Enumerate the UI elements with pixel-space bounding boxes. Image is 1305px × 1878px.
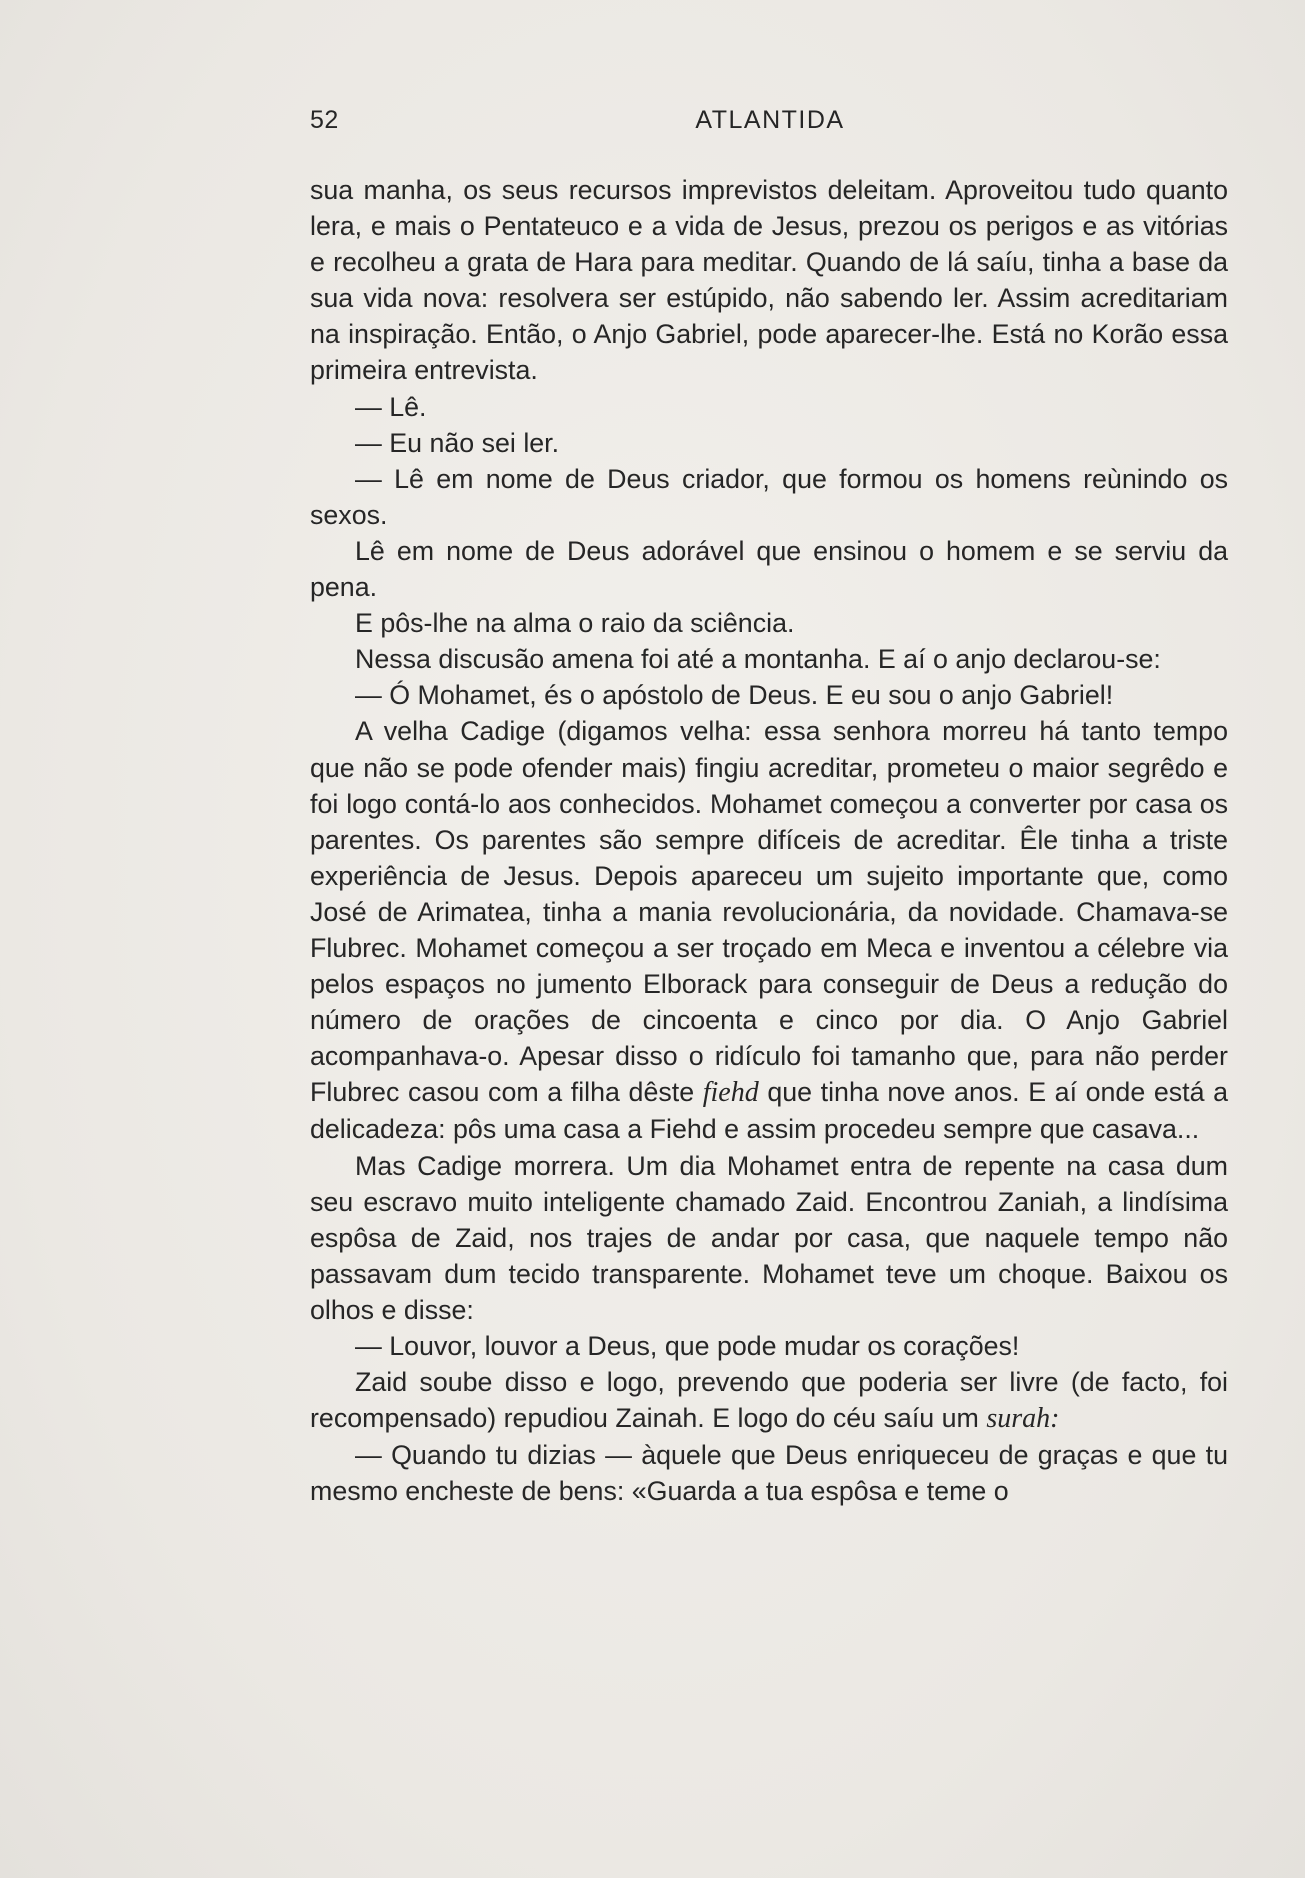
paragraph bbox=[310, 1364, 1228, 1437]
paragraph: sua manha, os seus recursos imprevistos deleitam. Aproveitou tudo quanto lera, e mais o Pentateuco e a vida de Jesus, prezou os perigos e as vitórias e recolheu a grata de Hara para meditar. Quando de lá saíu, tinha a base da sua vida nova: resolvera ser estúpido, não sabendo ler. Assim acreditariam na inspiração. Então, o Anjo Gabriel, pode aparecer-lhe. Está no Korão essa primeira entrevista. bbox=[310, 175, 1228, 386]
dialogue-line: — Lê. bbox=[355, 391, 427, 422]
paragraph-text: A velha Cadige (digamos velha: essa senhora morreu há tanto tempo que não se pode ofender mais) fingiu acreditar, prometeu o maior segrêdo e foi logo contá-lo aos conhecidos. Mohamet começou a converter por casa os parentes. Os parentes são sempre difíceis de acreditar. Êle tinha a triste experiência de Jesus. Depois apareceu um sujeito importante que, como José de Arimatea, tinha a mania revolucionária, da novidade. Chamava-se Flubrec. Mohamet começou a ser troçado em Meca e inventou a célebre via pelos espaços no jumento Elborack para conseguir de Deus a redução do número de orações de cincoenta e cinco por dia. O Anjo Gabriel acompanhava-o. Apesar disso o ridículo foi tamanho que, para não perder Flubrec casou com a filha dêste bbox=[310, 716, 1228, 1108]
running-head: ATLANTIDA bbox=[695, 106, 845, 134]
page-number: 52 bbox=[310, 106, 339, 134]
paragraph: Lê em nome de Deus adorável que ensinou o homem e se serviu da pena. bbox=[310, 535, 1228, 603]
dialogue-line: — Quando tu dizias — àquele que Deus enriqueceu de graças e que tu mesmo encheste de bens: «Guarda a tua espôsa e teme o bbox=[310, 1440, 1228, 1507]
paragraph bbox=[310, 713, 1228, 1147]
dialogue-line: — Ó Mohamet, és o apóstolo de Deus. E eu sou o anjo Gabriel! bbox=[355, 680, 1114, 711]
paragraph: E pôs-lhe na alma o raio da sciência. bbox=[355, 608, 795, 639]
dialogue-line: — Eu não sei ler. bbox=[355, 427, 560, 458]
italic-word: fiehd bbox=[702, 1077, 759, 1109]
paragraph: Mas Cadige morrera. Um dia Mohamet entra de repente na casa dum seu escravo muito inteligente chamado Zaid. Encontrou Zaniah, a lindísima espôsa de Zaid, nos trajes de andar por casa, que naquele tempo não passavam dum tecido transparente. Mohamet teve um choque. Baixou os olhos e disse: bbox=[310, 1150, 1228, 1325]
dialogue-line: — Lê em nome de Deus criador, que formou os homens reùnindo os sexos. bbox=[310, 463, 1228, 530]
body-text bbox=[310, 172, 1228, 1509]
dialogue-line: — Louvor, louvor a Deus, que pode mudar os corações! bbox=[355, 1331, 1020, 1361]
paragraph-text: Zaid soube disso e logo, prevendo que poderia ser livre (de facto, foi recompensado) repudiou Zainah. E logo do céu saíu um bbox=[310, 1367, 1228, 1434]
paragraph-text: que tinha nove anos. E aí onde está a delicadeza: pôs uma casa a Fiehd e assim procedeu sempre que casava... bbox=[310, 1077, 1228, 1145]
page-header bbox=[310, 102, 1230, 138]
paragraph: Nessa discusão amena foi até a montanha. E aí o anjo declarou-se: bbox=[355, 644, 1161, 675]
italic-word: surah: bbox=[986, 1403, 1060, 1435]
